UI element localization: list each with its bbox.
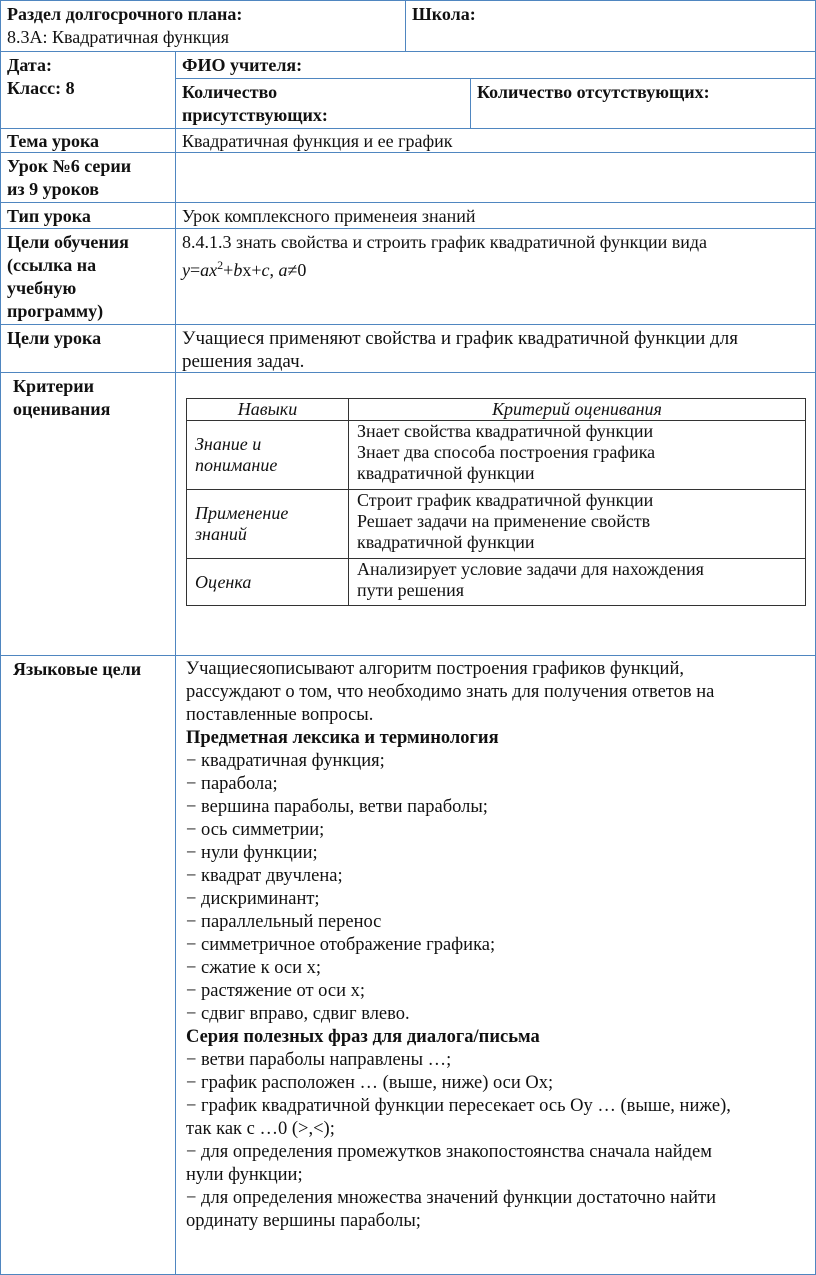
column-header: Критерий оценивания	[349, 399, 806, 421]
skill-cell: Применение знаний	[187, 490, 349, 559]
list-item: − ось симметрии;	[186, 820, 325, 840]
table-row	[187, 421, 806, 490]
list-item: − парабола;	[186, 774, 278, 794]
goals-label: Цели урока	[7, 328, 102, 348]
lesson-value-cell	[175, 152, 816, 203]
criteria-cell: Строит график квадратичной функции Решает задачи на применение свойств квадратичной функции	[349, 490, 806, 559]
lesson-label-cell	[0, 152, 176, 203]
intro-line: рассуждают о том, что необходимо знать для получения ответов на	[186, 682, 715, 702]
teacher-label: ФИО учителя:	[182, 55, 303, 75]
goals-value: Учащиеся применяют свойства и график квадратичной функции для	[182, 328, 738, 349]
list-item: − график квадратичной функции пересекает ось Оу … (выше, ниже),	[186, 1096, 731, 1116]
type-value: Урок комплексного применеия знаний	[182, 206, 476, 226]
list-item: − квадратичная функция;	[186, 751, 385, 771]
absent-cell	[470, 78, 816, 129]
language-value-cell	[175, 655, 816, 1275]
phrases-heading: Серия полезных фраз для диалога/письма	[186, 1027, 540, 1047]
school-label: Школа:	[412, 4, 476, 24]
list-item: − растяжение от оси x;	[186, 981, 366, 1001]
teacher-cell	[175, 51, 816, 79]
objectives-label: (ссылка на	[7, 255, 97, 275]
section-value: 8.3А: Квадратичная функция	[7, 27, 230, 47]
vocab-heading: Предметная лексика и терминология	[186, 728, 499, 748]
present-label: присутствующих:	[182, 105, 328, 125]
column-header: Навыки	[187, 399, 349, 421]
list-item: − параллельный перенос	[186, 912, 382, 932]
topic-label-cell	[0, 128, 176, 153]
goals-value: решения задач.	[182, 351, 305, 372]
list-item: нули функции;	[186, 1165, 303, 1185]
objectives-label-cell	[0, 228, 176, 325]
criteria-label-cell	[0, 372, 176, 656]
objectives-label: Цели обучения	[7, 232, 129, 252]
list-item: − вершина параболы, ветви параболы;	[186, 797, 488, 817]
list-item: − для определения промежутков знакопостоянства сначала найдем	[186, 1142, 712, 1162]
intro-line: Учащиесяописывают алгоритм построения графиков функций,	[186, 659, 684, 679]
section-cell	[0, 0, 406, 52]
date-label: Дата:	[7, 55, 52, 75]
list-item: − нули функции;	[186, 843, 318, 863]
criteria-label: оценивания	[13, 399, 111, 419]
formula: $y=ax^2+bx+c$, a≠0	[182, 258, 307, 280]
table-row	[187, 490, 806, 559]
present-label: Количество	[182, 82, 278, 102]
type-label: Тип урока	[7, 206, 91, 226]
objectives-value: 8.4.1.3 знать свойства и строить график квадратичной функции вида	[182, 232, 708, 252]
skill-cell: Оценка	[187, 559, 349, 606]
topic-value-cell	[175, 128, 816, 153]
criteria-cell: Знает свойства квадратичной функции Знает два способа построения графика квадратичной функции	[349, 421, 806, 490]
section-label: Раздел долгосрочного плана:	[7, 4, 243, 24]
list-item: ординату вершины параболы;	[186, 1211, 421, 1231]
present-cell	[175, 78, 471, 129]
type-label-cell	[0, 202, 176, 229]
intro-line: поставленные вопросы.	[186, 705, 374, 725]
list-item: − график расположен … (выше, ниже) оси Ох;	[186, 1073, 554, 1093]
language-label: Языковые цели	[13, 659, 142, 679]
list-item: − ветви параболы направлены …;	[186, 1050, 452, 1070]
objectives-label: учебную	[7, 278, 77, 298]
topic-label: Тема урока	[7, 131, 100, 151]
skill-cell: Знание и понимание	[187, 421, 349, 490]
list-item: − для определения множества значений функции достаточно найти	[186, 1188, 717, 1208]
objectives-value-cell	[175, 228, 816, 325]
class-label: Класс: 8	[7, 78, 75, 98]
criteria-table	[186, 398, 806, 606]
school-cell	[405, 0, 816, 52]
table-header-row	[187, 399, 806, 421]
list-item: − симметричное отображение графика;	[186, 935, 496, 955]
criteria-label: Критерии	[13, 376, 95, 396]
list-item: − сжатие к оси x;	[186, 958, 322, 978]
objectives-label: программу)	[7, 301, 104, 321]
type-value-cell	[175, 202, 816, 229]
list-item: − квадрат двучлена;	[186, 866, 343, 886]
table-row	[187, 559, 806, 606]
goals-label-cell	[0, 324, 176, 373]
list-item: − дискриминант;	[186, 889, 320, 909]
language-label-cell	[0, 655, 176, 1275]
list-item: так как с …0 (>,<);	[186, 1119, 335, 1139]
lesson-label: из 9 уроков	[7, 179, 100, 199]
lesson-label: Урок №6 серии	[7, 156, 132, 176]
absent-label: Количество отсутствующих:	[477, 82, 710, 102]
criteria-cell: Анализирует условие задачи для нахождения пути решения	[349, 559, 806, 606]
topic-value: Квадратичная функция и ее график	[182, 131, 453, 151]
goals-value-cell	[175, 324, 816, 373]
date-class-cell	[0, 51, 176, 129]
list-item: − сдвиг вправо, сдвиг влево.	[186, 1004, 410, 1024]
